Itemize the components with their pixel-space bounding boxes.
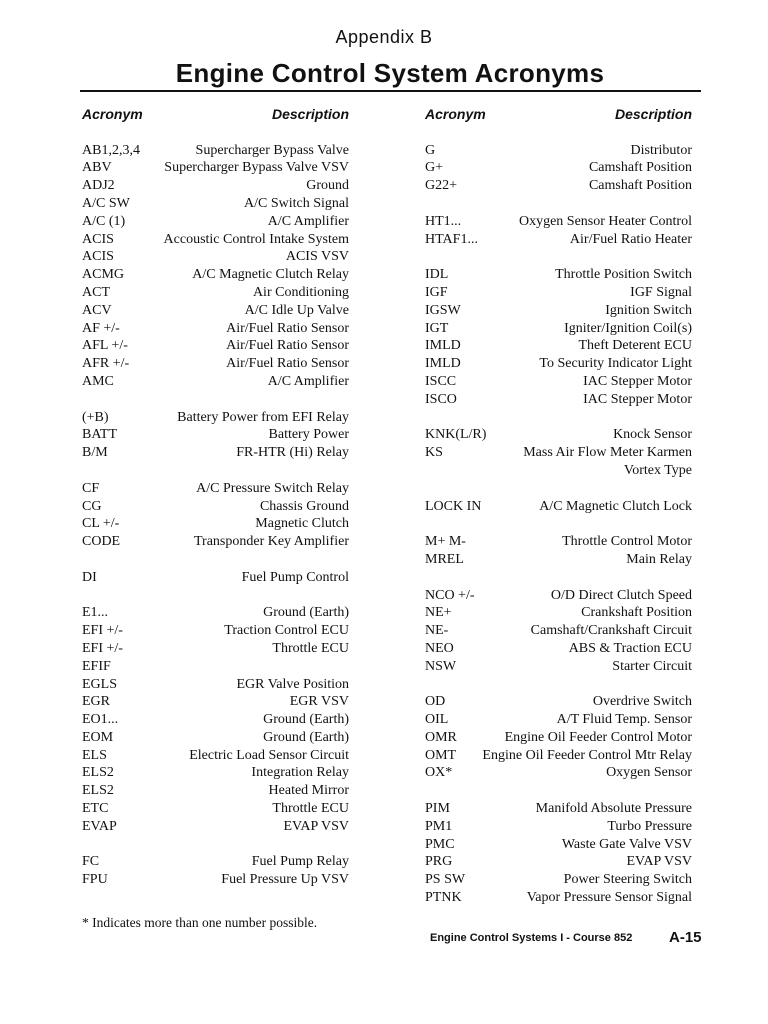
acronym-cell: DI: [82, 569, 97, 585]
description-cell: [425, 248, 692, 266]
acronym-cell: NEO: [425, 640, 454, 656]
acronym-row: [425, 764, 692, 782]
acronym-header: Acronym: [82, 106, 143, 122]
acronym-row: [425, 426, 692, 444]
acronym-row: [425, 159, 692, 177]
description-cell: Ground (Earth): [263, 712, 349, 728]
acronym-row: [82, 320, 349, 338]
acronym-cell: AB1,2,3,4: [82, 142, 140, 158]
acronym-cell: OIL: [425, 712, 449, 728]
acronym-row: [82, 658, 349, 676]
acronym-row: [425, 320, 692, 338]
acronym-cell: EFI +/-: [82, 623, 123, 639]
acronym-row: [82, 195, 349, 213]
acronym-row: [82, 587, 349, 605]
acronym-row: [82, 409, 349, 427]
acronym-row: [82, 302, 349, 320]
description-header: Description: [614, 106, 692, 122]
acronym-cell: ISCO: [425, 391, 457, 407]
acronym-cell: IMLD: [425, 356, 461, 372]
acronym-row: [425, 569, 692, 587]
acronym-cell: ELS: [82, 747, 107, 763]
acronym-row: [82, 853, 349, 871]
description-cell: [425, 782, 692, 800]
acronym-cell: G22+: [425, 178, 458, 194]
acronym-row: [425, 515, 692, 533]
acronym-row: [82, 640, 349, 658]
description-cell: Air/Fuel Ratio Sensor: [226, 356, 349, 372]
description-cell: Distributor: [630, 142, 692, 158]
description-cell: Traction Control ECU: [224, 623, 349, 639]
description-cell: Camshaft/Crankshaft Circuit: [530, 623, 692, 639]
acronym-row: [425, 889, 692, 907]
acronym-row: [82, 391, 349, 409]
acronym-row: [425, 729, 692, 747]
description-cell: Oxygen Sensor: [606, 765, 692, 781]
description-cell: Throttle ECU: [272, 640, 349, 656]
description-cell: A/C Amplifier: [267, 213, 349, 229]
acronym-cell: A/C SW: [82, 195, 130, 211]
description-cell: [111, 658, 349, 676]
acronym-cell: OD: [425, 694, 446, 710]
description-cell: FR-HTR (Hi) Relay: [236, 445, 349, 461]
description-cell: O/D Direct Clutch Speed: [550, 587, 692, 603]
description-cell: [82, 551, 349, 569]
description-cell: IAC Stepper Motor: [583, 373, 692, 389]
description-cell: Manifold Absolute Pressure: [535, 801, 692, 817]
description-cell: [425, 569, 692, 587]
description-cell: Mass Air Flow Meter Karmen: [523, 445, 692, 461]
acronym-row: [425, 533, 692, 551]
column-header-left: [82, 106, 349, 124]
description-cell: Engine Oil Feeder Control Motor: [504, 729, 692, 745]
acronym-cell: AF +/-: [82, 320, 120, 336]
description-cell: Starter Circuit: [612, 658, 692, 674]
description-cell: Camshaft Position: [588, 178, 692, 194]
description-cell: [425, 676, 692, 694]
acronym-cell: NCO +/-: [425, 587, 475, 603]
description-cell: Fuel Pump Control: [241, 569, 349, 585]
description-cell: Accoustic Control Intake System: [163, 231, 349, 247]
acronym-row: [82, 747, 349, 765]
acronym-cell: ACT: [82, 284, 110, 300]
acronym-cell: IGT: [425, 320, 449, 336]
description-cell: Oxygen Sensor Heater Control: [518, 213, 692, 229]
description-cell: Vapor Pressure Sensor Signal: [526, 890, 692, 906]
acronym-row: [82, 284, 349, 302]
acronym-row: [425, 142, 692, 160]
acronym-row: [82, 142, 349, 160]
acronym-cell: EO1...: [82, 712, 119, 728]
description-cell: A/T Fluid Temp. Sensor: [556, 712, 692, 728]
acronym-cell: LOCK IN: [425, 498, 482, 514]
acronym-cell: EOM: [82, 729, 114, 745]
description-cell: Chassis Ground: [259, 498, 349, 514]
acronym-cell: ACMG: [82, 267, 125, 283]
acronym-row: [425, 622, 692, 640]
acronym-cell: ACIS: [82, 249, 114, 265]
acronym-row: [425, 693, 692, 711]
acronym-cell: PS SW: [425, 872, 466, 888]
description-cell: Ground: [306, 178, 349, 194]
description-cell: Theft Deterent ECU: [578, 338, 692, 354]
description-cell: Supercharger Bypass Valve: [195, 142, 349, 158]
acronym-row: [82, 782, 349, 800]
description-cell: Ground (Earth): [263, 605, 349, 621]
description-cell: A/C Magnetic Clutch Relay: [192, 267, 349, 283]
acronym-row: [425, 853, 692, 871]
acronym-row: [82, 604, 349, 622]
acronym-cell: G+: [425, 160, 444, 176]
acronym-row: [425, 248, 692, 266]
acronym-cell: OMT: [425, 747, 457, 763]
acronym-row: [425, 551, 692, 569]
acronym-row: [425, 711, 692, 729]
acronym-row: [82, 764, 349, 782]
acronym-cell: NSW: [425, 658, 457, 674]
acronym-row: [425, 747, 692, 765]
description-cell: Igniter/Ignition Coil(s): [564, 320, 692, 336]
acronym-row: [425, 337, 692, 355]
acronym-cell: ADJ2: [82, 178, 115, 194]
description-cell: Turbo Pressure: [607, 818, 692, 834]
acronym-row: [82, 373, 349, 391]
description-cell: Engine Oil Feeder Control Mtr Relay: [482, 747, 692, 763]
acronym-cell: A/C (1): [82, 213, 126, 229]
acronym-cell: KS: [425, 445, 443, 461]
description-cell: [425, 515, 692, 533]
description-cell: Air/Fuel Ratio Heater: [569, 231, 692, 247]
acronym-cell: PM1: [425, 818, 453, 834]
acronym-row: [82, 818, 349, 836]
acronym-cell: FC: [82, 854, 100, 870]
description-cell: Ignition Switch: [605, 302, 692, 318]
acronym-cell: EVAP: [82, 818, 117, 834]
acronym-row: [425, 444, 692, 462]
acronym-row: [82, 800, 349, 818]
page-title: Engine Control System Acronyms: [175, 58, 605, 88]
acronym-row: [82, 355, 349, 373]
description-cell: A/C Pressure Switch Relay: [196, 480, 349, 496]
acronym-cell: (+B): [82, 409, 109, 425]
acronym-cell: OX*: [425, 765, 453, 781]
acronym-row: [425, 355, 692, 373]
acronym-row: [425, 195, 692, 213]
acronym-row: [82, 444, 349, 462]
acronym-row: [425, 836, 692, 854]
description-cell: Throttle ECU: [272, 801, 349, 817]
acronym-cell: AFL +/-: [82, 338, 128, 354]
acronym-row: [425, 409, 692, 427]
acronym-cell: PMC: [425, 836, 455, 852]
acronym-cell: ETC: [82, 801, 109, 817]
description-cell: EVAP VSV: [283, 818, 349, 834]
acronym-row: [82, 871, 349, 889]
description-cell: Throttle Control Motor: [562, 534, 692, 550]
acronym-row: [82, 213, 349, 231]
acronym-cell: IMLD: [425, 338, 461, 354]
acronym-cell: CF: [82, 480, 100, 496]
description-cell: A/C Switch Signal: [243, 195, 349, 211]
footnote: * Indicates more than one number possible.: [82, 915, 318, 930]
acronym-row: [82, 836, 349, 854]
description-cell: ABS & Traction ECU: [568, 640, 692, 656]
description-cell: Air/Fuel Ratio Sensor: [226, 320, 349, 336]
title-divider: [80, 90, 701, 92]
acronym-header: Acronym: [425, 106, 486, 122]
acronym-row: [82, 231, 349, 249]
description-cell: Integration Relay: [251, 765, 349, 781]
acronym-cell: NE-: [425, 623, 449, 639]
acronym-row: [425, 480, 692, 498]
acronym-row: [82, 248, 349, 266]
description-cell: Vortex Type: [623, 462, 692, 478]
description-cell: Overdrive Switch: [592, 694, 692, 710]
acronym-row: [425, 800, 692, 818]
acronym-row: [425, 871, 692, 889]
acronym-row: [425, 498, 692, 516]
description-cell: Fuel Pump Relay: [251, 854, 349, 870]
acronym-cell: ELS2: [82, 783, 114, 799]
description-cell: [425, 195, 692, 213]
description-cell: Camshaft Position: [588, 160, 692, 176]
acronym-row: [82, 159, 349, 177]
acronym-cell: CODE: [82, 534, 121, 550]
acronym-row: [425, 177, 692, 195]
description-cell: EGR Valve Position: [236, 676, 349, 692]
description-cell: [425, 409, 692, 427]
acronym-cell: PRG: [425, 854, 453, 870]
description-cell: [82, 462, 349, 480]
acronym-column-right: [425, 106, 692, 907]
description-cell: A/C Magnetic Clutch Lock: [539, 498, 692, 514]
description-cell: Air Conditioning: [252, 284, 349, 300]
description-cell: To Security Indicator Light: [539, 356, 692, 372]
acronym-list-right: [425, 142, 692, 907]
description-cell: Heated Mirror: [268, 783, 349, 799]
description-cell: Knock Sensor: [613, 427, 692, 443]
acronym-row: [82, 729, 349, 747]
acronym-row: [82, 498, 349, 516]
acronym-cell: M+ M-: [425, 534, 466, 550]
acronym-cell: B/M: [82, 445, 108, 461]
acronym-row: [82, 177, 349, 195]
acronym-cell: OMR: [425, 729, 457, 745]
acronym-cell: AFR +/-: [82, 356, 130, 372]
appendix-label: Appendix B: [335, 27, 433, 47]
description-cell: Transponder Key Amplifier: [193, 534, 349, 550]
acronym-row: [425, 391, 692, 409]
description-cell: Crankshaft Position: [581, 605, 692, 621]
acronym-row: [82, 622, 349, 640]
description-cell: IAC Stepper Motor: [583, 391, 692, 407]
description-cell: Magnetic Clutch: [255, 516, 349, 532]
description-cell: Main Relay: [626, 551, 692, 567]
acronym-row: [425, 302, 692, 320]
acronym-cell: CL +/-: [82, 516, 120, 532]
acronym-row: [82, 426, 349, 444]
acronym-row: [82, 551, 349, 569]
acronym-cell: IGF: [425, 284, 448, 300]
acronym-cell: CG: [82, 498, 102, 514]
acronym-cell: FPU: [82, 872, 108, 888]
acronym-row: [425, 373, 692, 391]
acronym-cell: ELS2: [82, 765, 114, 781]
description-cell: IGF Signal: [630, 284, 692, 300]
acronym-row: [82, 533, 349, 551]
acronym-cell: EGLS: [82, 676, 117, 692]
description-cell: Fuel Pressure Up VSV: [221, 872, 349, 888]
acronym-column-left: [82, 106, 349, 889]
acronym-cell: MREL: [425, 551, 464, 567]
acronym-cell: KNK(L/R): [425, 427, 487, 443]
acronym-cell: ACV: [82, 302, 112, 318]
acronym-cell: IGSW: [425, 302, 461, 318]
acronym-list-left: [82, 142, 349, 889]
acronym-cell: EGR: [82, 694, 110, 710]
description-cell: [82, 587, 349, 605]
description-cell: Battery Power from EFI Relay: [177, 409, 349, 425]
page-number: A-15: [669, 929, 702, 946]
acronym-cell: EFIF: [82, 658, 111, 674]
description-cell: [425, 480, 692, 498]
description-header: Description: [271, 106, 349, 122]
acronym-row: [82, 515, 349, 533]
acronym-row: [82, 711, 349, 729]
description-cell: A/C Amplifier: [267, 373, 349, 389]
acronym-row: [425, 604, 692, 622]
acronym-row: [425, 818, 692, 836]
acronym-row: [82, 676, 349, 694]
description-cell: EGR VSV: [289, 694, 349, 710]
description-cell: Electric Load Sensor Circuit: [189, 747, 349, 763]
acronym-row: [82, 462, 349, 480]
acronym-row: [425, 284, 692, 302]
acronym-cell: EFI +/-: [82, 640, 123, 656]
acronym-cell: ISCC: [425, 373, 457, 389]
acronym-cell: PIM: [425, 801, 450, 817]
acronym-cell: HTAF1...: [425, 231, 478, 247]
acronym-cell: AMC: [82, 373, 114, 389]
description-cell: Power Steering Switch: [563, 872, 692, 888]
description-cell: A/C Idle Up Valve: [244, 302, 349, 318]
acronym-row: [425, 266, 692, 284]
acronym-cell: HT1...: [425, 213, 462, 229]
acronym-row: [425, 213, 692, 231]
acronym-row: [425, 658, 692, 676]
acronym-row: [425, 640, 692, 658]
acronym-row: [82, 266, 349, 284]
description-cell: Air/Fuel Ratio Sensor: [226, 338, 349, 354]
acronym-row: [425, 782, 692, 800]
acronym-cell: ABV: [82, 160, 112, 176]
acronym-cell: BATT: [82, 427, 117, 443]
acronym-row: [425, 231, 692, 249]
acronym-cell: PTNK: [425, 890, 462, 906]
description-cell: EVAP VSV: [626, 854, 692, 870]
acronym-row: [425, 676, 692, 694]
acronym-cell: IDL: [425, 267, 449, 283]
description-cell: [82, 836, 349, 854]
acronym-cell: ACIS: [82, 231, 114, 247]
description-cell: Supercharger Bypass Valve VSV: [164, 160, 349, 176]
description-cell: Throttle Position Switch: [555, 267, 692, 283]
course-footer: Engine Control Systems I - Course 852: [430, 932, 633, 944]
acronym-row: [82, 337, 349, 355]
acronym-row: [425, 462, 692, 480]
acronym-cell: NE+: [425, 605, 452, 621]
acronym-row: [82, 569, 349, 587]
acronym-row: [82, 693, 349, 711]
description-cell: Waste Gate Valve VSV: [561, 836, 692, 852]
acronym-cell: E1...: [82, 605, 109, 621]
acronym-row: [425, 587, 692, 605]
description-cell: Battery Power: [268, 427, 349, 443]
description-cell: ACIS VSV: [285, 249, 349, 265]
description-cell: Ground (Earth): [263, 729, 349, 745]
column-header-right: [425, 106, 692, 124]
acronym-row: [82, 480, 349, 498]
description-cell: [82, 391, 349, 409]
acronym-cell: G: [425, 142, 436, 158]
